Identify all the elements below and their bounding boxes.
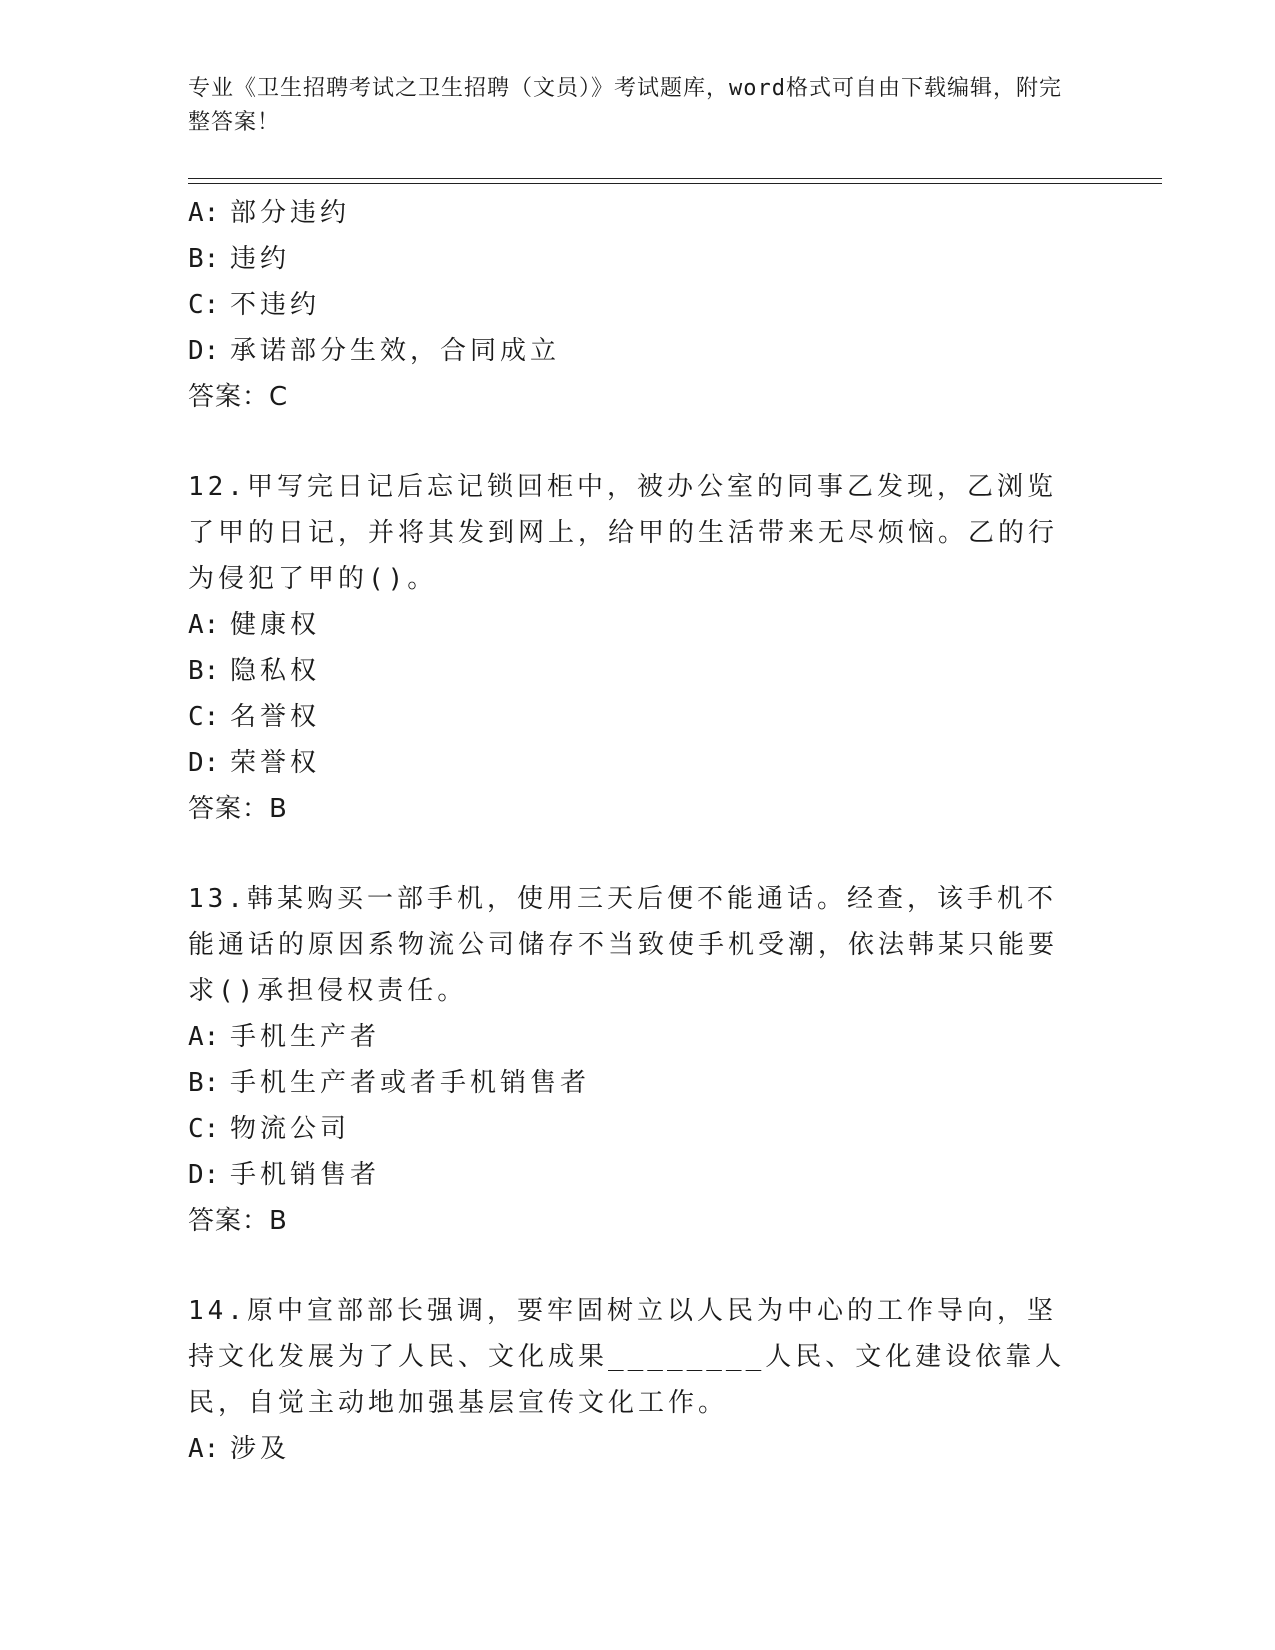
question-block-12 <box>188 464 1088 832</box>
answer-line: 答案：B <box>188 1206 288 1236</box>
question-block-prev <box>188 190 1088 420</box>
option-a: A: 涉及 <box>188 1434 291 1464</box>
question-text: 13.韩某购买一部手机，使用三天后便不能通话。经查，该手机不能通话的原因系物流公司储存不当致使手机受潮，依法韩某只能要求()承担侵权责任。 <box>188 884 1059 1006</box>
answer-line: 答案：C <box>188 382 289 412</box>
option-b: B: 手机生产者或者手机销售者 <box>188 1068 591 1098</box>
question-list <box>188 190 1088 1472</box>
option-c: C: 不违约 <box>188 290 321 320</box>
header-divider-bottom <box>188 183 1162 184</box>
document-header: 专业《卫生招聘考试之卫生招聘（文员）》考试题库，word格式可自由下载编辑，附完整答案！ <box>188 76 1062 135</box>
question-block-14 <box>188 1288 1088 1472</box>
option-b: B: 隐私权 <box>188 656 321 686</box>
option-a: A: 部分违约 <box>188 198 351 228</box>
option-b: B: 违约 <box>188 244 291 274</box>
option-d: D: 手机销售者 <box>188 1160 381 1190</box>
question-text: 14.原中宣部部长强调，要牢固树立以人民为中心的工作导向，坚持文化发展为了人民、文化成果________人民、文化建设依靠人民，自觉主动地加强基层宣传文化工作。 <box>188 1296 1066 1418</box>
question-text: 12.甲写完日记后忘记锁回柜中，被办公室的同事乙发现，乙浏览了甲的日记，并将其发到网上，给甲的生活带来无尽烦恼。乙的行为侵犯了甲的()。 <box>188 472 1059 594</box>
option-d: D: 荣誉权 <box>188 748 321 778</box>
question-block-13 <box>188 876 1088 1244</box>
option-c: C: 物流公司 <box>188 1114 351 1144</box>
option-a: A: 手机生产者 <box>188 1022 381 1052</box>
answer-line: 答案：B <box>188 794 288 824</box>
header-divider-top <box>188 178 1162 179</box>
option-c: C: 名誉权 <box>188 702 321 732</box>
option-d: D: 承诺部分生效，合同成立 <box>188 336 561 366</box>
option-a: A: 健康权 <box>188 610 321 640</box>
